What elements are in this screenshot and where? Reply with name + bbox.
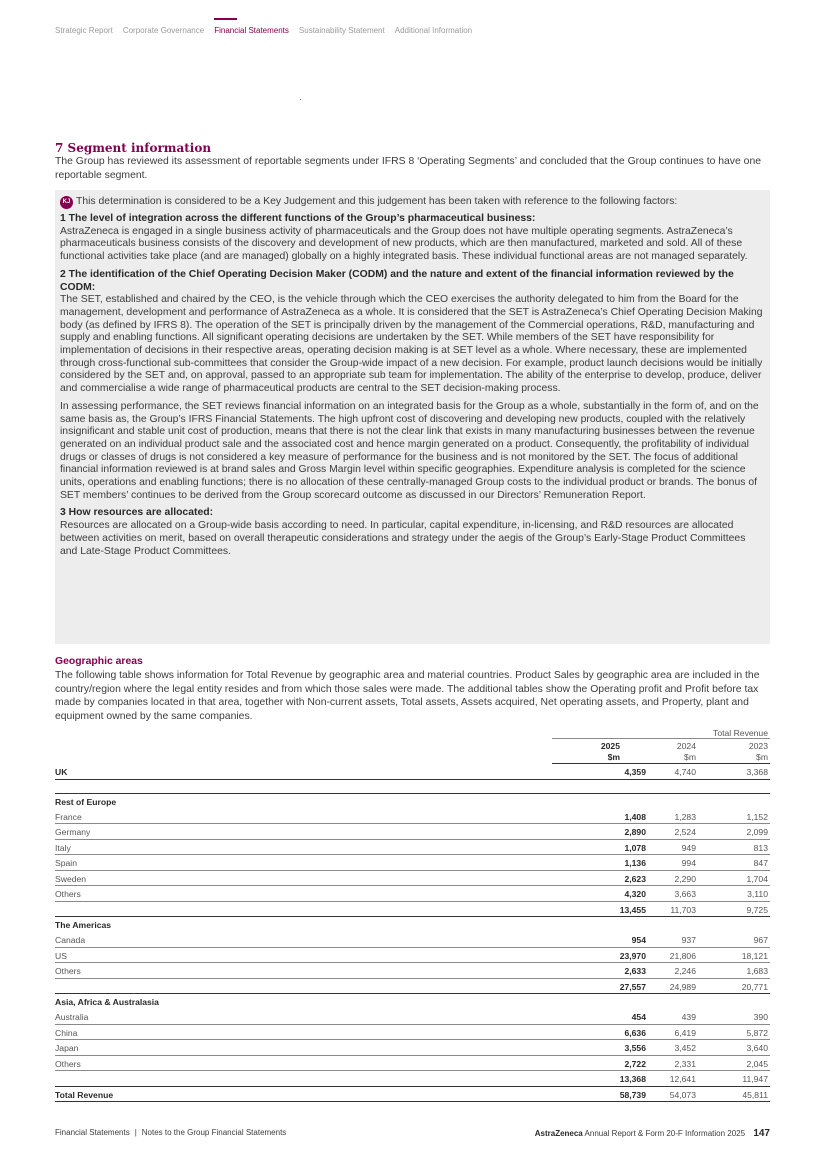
page-number: 147: [753, 1128, 770, 1139]
subtotal-row-asia: 13,368 12,641 11,947: [55, 1071, 770, 1087]
decorative-dot: [300, 99, 301, 100]
group-heading-asia: Asia, Africa & Australasia: [55, 997, 159, 1007]
table-row: Spain 1,136 994 847: [55, 855, 770, 871]
footer-brand: AstraZeneca: [534, 1129, 583, 1138]
table-row: Others 2,722 2,331 2,045: [55, 1056, 770, 1072]
table-header: [552, 739, 770, 764]
table-row: US 23,970 21,806 18,121: [55, 948, 770, 964]
nav-financial-statements[interactable]: Financial Statements: [214, 18, 289, 35]
factor-2: [60, 269, 765, 396]
page-footer: [55, 1128, 770, 1139]
table-spacer: [55, 780, 770, 794]
table-row: Australia 454 439 390: [55, 1009, 770, 1025]
geographic-areas-text: The following table shows information for Total Revenue by geographic area and material countries. Product Sales by geographic area are included in the country/region where the legal entity resides and from which those sales were made. The additional tables show the Operating profit and Profit before tax made by companies located in that area, together with Non-current assets, Total assets, Assets acquired, Net operating assets, and Property, plant and equipment owned by the same companies.: [55, 670, 760, 722]
section-intro: The Group has reviewed its assessment of reportable segments under IFRS 8 ‘Operating Segments’ and concluded that the Group continues to have one reportable segment.: [55, 156, 762, 181]
key-judgement-intro: [60, 196, 765, 209]
group-heading-rest-of-europe: Rest of Europe: [55, 796, 117, 807]
group-heading-americas: The Americas: [55, 920, 112, 930]
table-row: Canada 954 937 967: [55, 932, 770, 948]
footer-section: Financial Statements: [55, 1128, 130, 1137]
factor-1: [60, 213, 765, 264]
geographic-areas-title: Geographic areas: [55, 656, 143, 667]
subtotal-row-rest-of-europe: 13,455 11,703 9,725: [55, 902, 770, 918]
section-title: 7 Segment information: [55, 141, 212, 155]
table-row: France 1,408 1,283 1,152: [55, 809, 770, 825]
nav-sustainability-statement[interactable]: Sustainability Statement: [298, 26, 385, 35]
footer-subsection: Notes to the Group Financial Statements: [141, 1128, 287, 1137]
key-judgement-icon: KJ: [60, 196, 73, 209]
nav-strategic-report[interactable]: Strategic Report: [55, 26, 113, 35]
table-caption: Total Revenue: [552, 728, 770, 739]
subtotal-row-americas: 27,557 24,989 20,771: [55, 979, 770, 995]
footer-separator: |: [134, 1128, 137, 1137]
table-row: Others 4,320 3,663 3,110: [55, 886, 770, 902]
table-row: Germany 2,890 2,524 2,099: [55, 824, 770, 840]
table-row: Sweden 2,623 2,290 1,704: [55, 871, 770, 887]
col-header-2023: 2023 $m: [748, 741, 768, 762]
factor-2-text: The SET, established and chaired by the CEO, is the vehicle through which the CEO exercises the authority delegated to him from the Board for the management, development and performance of AstraZeneca as a whole. It is considered that the SET is AstraZeneca’s Chief Operating Decision Making body (as defined by IFRS 8). The operation of the SET is principally driven by the management of the Commercial operations, R&D, manufacturing and supply and enabling functions. All significant operating decisions are undertaken by the SET. While members of the SET have responsibility for implementation of decisions in their respective areas, operating decision making is at SET level as a whole. Where necessary, these are implemented through cross-functional sub-committees that consider the Group-wide impact of a new decision. For example, product launch decisions would be initially considered by the SET and, on approval, passed to an appropriate sub team for implementation. The ability of the enterprise to develop, produce, deliver and commercialise a wide range of pharmaceutical products are central to the SET decision-making process.: [60, 294, 763, 395]
factor-3-text: Resources are allocated on a Group-wide basis according to need. In particular, capital expenditure, in-licensing, and R&D resources are allocated between activities on merit, based on overall therapeutic considerations and strategy under the aegis of the Group’s Early-Stage Product Committees and Late-Stage Product Committees.: [60, 520, 746, 557]
key-judgement-box: [55, 190, 770, 644]
table-row: China 6,636 6,419 5,872: [55, 1025, 770, 1041]
nav-corporate-governance[interactable]: Corporate Governance: [122, 26, 205, 35]
table-row: Italy 1,078 949 813: [55, 840, 770, 856]
grand-total-row: Total Revenue 58,739 54,073 45,811: [55, 1087, 770, 1103]
revenue-table: [55, 728, 770, 1102]
key-judgement-intro-text: This determination is considered to be a Key Judgement and this judgement has been taken with reference to the following factors:: [76, 196, 678, 208]
col-header-2025: 2025 $m: [600, 741, 620, 762]
factor-1-text: AstraZeneca is engaged in a single business activity of pharmaceuticals and the Group does not have multiple operating segments. AstraZeneca’s pharmaceuticals business consists of the discovery and development of new products, which are then manufactured, marketed and sold. All of these functional activities take place (and are managed) globally on a highly integrated basis. These individual functional areas are not managed separately.: [60, 225, 748, 263]
footer-right: [535, 1128, 770, 1139]
factor-3: [60, 507, 765, 558]
footer-left: [55, 1128, 286, 1139]
factor-3-heading: 3 How resources are allocated:: [60, 507, 214, 519]
table-row: Others 2,633 2,246 1,683: [55, 963, 770, 979]
footer-report: Annual Report & Form 20-F Information 2025: [584, 1129, 746, 1138]
table-row-uk: UK 4,359 4,740 3,368: [55, 764, 770, 780]
top-navigation: [55, 18, 472, 35]
factor-1-heading: 1 The level of integration across the different functions of the Group’s pharmaceutical business:: [60, 213, 536, 224]
nav-additional-information[interactable]: Additional Information: [394, 26, 473, 35]
col-header-2024: 2024 $m: [676, 741, 696, 762]
table-row: Japan 3,556 3,452 3,640: [55, 1040, 770, 1056]
factor-2-continued: In assessing performance, the SET reviews financial information on an integrated basis for the Group as a whole, substantially in the form of, and on the same basis as, the Group’s IFRS Financial Statements. The high upfront cost of discovering and developing new products, coupled with the relatively insignificant and stable unit cost of production, means that there is not the clear link that exists in many manufacturing businesses between the revenue generated on an individual product sale and the associated cost and hence margin generated on a product. Consequently, the profitability of individual drugs or classes of drugs is not considered a key measure of performance for the business and is not monitored by the SET. The focus of additional financial information reviewed is at brand sales and Gross Margin level within specific geographies. Expenditure analysis is completed for the science units, operations and enabling functions; there is no allocation of these centrally-managed Group costs to the individual product or brands. The bonus of SET members’ continues to be derived from the Group scorecard outcome as discussed in our Directors’ Remuneration Report.: [60, 400, 759, 501]
factor-2-heading: 2 The identification of the Chief Operating Decision Maker (CODM) and the nature and extent of the financial information reviewed by the CODM:: [60, 268, 734, 293]
